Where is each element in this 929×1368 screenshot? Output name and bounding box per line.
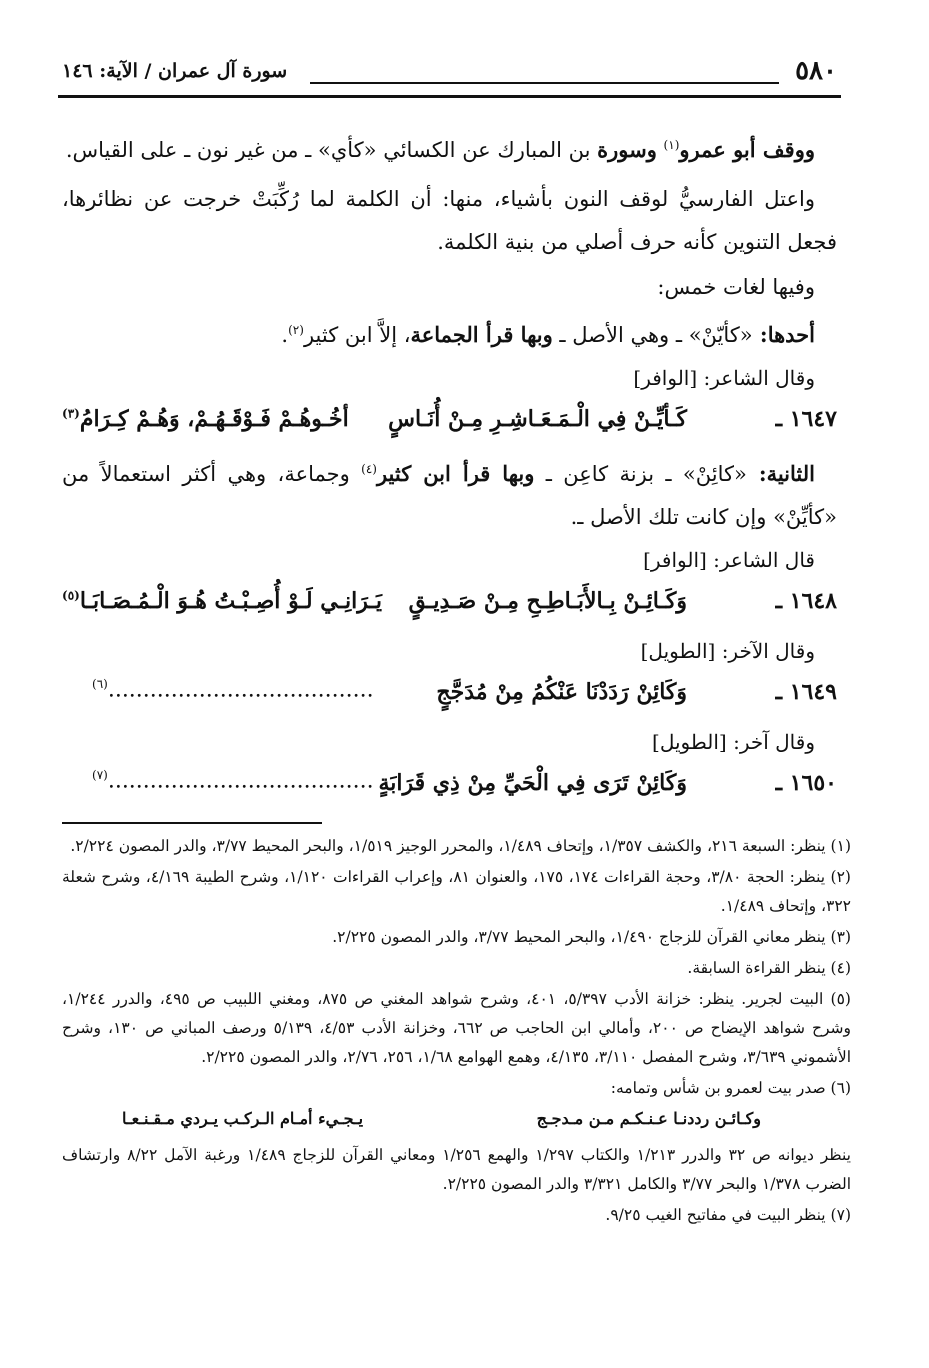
verse-1650 (62, 764, 837, 812)
omitted-hemistich (92, 768, 374, 793)
verse-first-hemistich: وَكَائِنْ تَرَى فِي الْحَيِّ مِنْ ذِي قَرَابَةٍ (378, 770, 687, 796)
footnote-7: (٧) ينظر البيت في مفاتيح الغيب ٩/٢٥. (605, 1206, 851, 1224)
verse-number: ١٦٤٨ ـ (775, 588, 837, 614)
footnote-2: (٢) ينظر: الحجة ٣/٨٠، وحجة القراءات ١٧٤، ١٧٥، والعنوان ٨١، وإعراب القراءات ١/١٢٠، وشرح الطيبة ٤/١٦٩، وشرح شعلة ٣٢٢، وإتحاف ١/٤٨٩. (62, 868, 851, 915)
verse-first-hemistich: وكـائـن رددنـا عـنـكـم مـن مـدجـج (536, 1109, 761, 1128)
footnote-6: (٦) صدر بيت لعمرو بن شأس وتمامه: (610, 1079, 851, 1097)
verse-second-hemistich (62, 406, 349, 432)
footnotes (62, 832, 851, 1232)
verse-first-hemistich: وَكَائِنْ رَدَدْنَا عَنْكُمُ مِنْ مُدَجَّجٍ (436, 679, 687, 705)
verse-second-hemistich: يـجـيء أمـام الـركـب يـردي مـقـنـعـا (122, 1109, 364, 1128)
meter-label: وقال آخر: [الطويل] (652, 730, 815, 754)
running-title: سورة آل عمران / الآية: ١٤٦ (62, 60, 288, 82)
header-fill-line (310, 82, 779, 84)
footnote-1: (١) ينظر: السبعة ٢١٦، والكشف ١/٣٥٧، وإتحاف ١/٤٨٩، والمحرر الوجيز ١/٥١٩، والبحر المحيط ٣/٧٧، والدر المصون ٢/٢٢٤. (70, 837, 851, 855)
reader-name: وسورة (597, 137, 657, 162)
footnote-ref: (٢) (288, 323, 304, 337)
variant-label: الثانية: (746, 461, 815, 486)
footnote-3: (٣) ينظر معاني القرآن للزجاج ١/٤٩٠، والبحر المحيط ٣/٧٧، والدر المصون ٢/٢٢٥. (332, 928, 851, 946)
text: ووقف (755, 137, 815, 162)
footnote-ref: (٧) (92, 768, 108, 782)
paragraph-lughat: وفيها لغات خمس: (657, 275, 815, 299)
variant-label: أحدها: (752, 322, 815, 347)
footnote-ref: (١) (663, 138, 680, 152)
footnote-4: (٤) ينظر القراءة السابقة. (687, 959, 851, 977)
paragraph-first-variant (62, 309, 837, 357)
text (657, 138, 664, 162)
text: بن المبارك عن الكسائي «كأي» ـ من غير نون ـ على القياس. (65, 138, 598, 162)
meter-label: وقال الشاعر: [الوافر] (633, 366, 815, 390)
footnote-6-verse (62, 1103, 851, 1141)
verse-number: ١٦٥٠ ـ (775, 770, 837, 796)
book-page (62, 0, 851, 1368)
text: وجماعة، وهي أكثر استعمالاً من «كأيِّنْ» وإن كانت تلك الأصل ـ. (62, 462, 837, 529)
verse-number: ١٦٤٧ ـ (775, 406, 837, 432)
text: أخُـوهُـمْ فَـوْقَـهُـمْ، وَهُـمْ كِـرَامُ (79, 406, 349, 432)
omitted-hemistich (92, 677, 374, 702)
header-rule (58, 95, 841, 98)
text: يَـرَانِـي لَـوْ أُصِـبْـتُ هُـوَ الْـمُـصَـابَـا (79, 588, 382, 614)
footnote-5: (٥) البيت لجرير. ينظر: خزانة الأدب ٥/٣٩٧، ٤٠١، وشرح شواهد المغني ص ٨٧٥، ومغني اللبيب ص ٤٩٥، والدرر ١/٢٤٤، وشرح شواهد الإيضاح ص ٢٠٠، وأمالي ابن الحاجب ص ٦٦٢، وخزانة الأدب ٤/٥٣، ٥/١٣٩ ورصف المباني ص ١٣٠، وشرح الأشموني ٣/٦٣٩، وشرح المفصل ٣/١١٠، ٤/١٣٥، وهمع الهوامع ١/٦٨، ٢٥٦، ٢/٧٦، والدر المصون ٢/٢٢٥. (62, 990, 851, 1066)
text: ، إلاَّ ابن كثير (303, 323, 411, 347)
footnote-ref: (٤) (361, 462, 377, 476)
footnote-separator (62, 822, 322, 824)
meter-label: وقال الآخر: [الطويل] (640, 639, 815, 663)
verse-second-hemistich (62, 588, 382, 614)
verse-first-hemistich: وَكَـائِـنْ بِـالأَبَـاطِـحِ مِـنْ صَـدِيـقٍ (408, 588, 687, 614)
text: وبها قرأ الجماعة (410, 322, 553, 347)
page-header (62, 56, 837, 96)
text: وبها قرأ ابن كثير (376, 461, 535, 486)
text: . (281, 323, 289, 347)
main-text (62, 124, 837, 812)
verse-1648 (62, 582, 837, 630)
paragraph-abu-amr (62, 124, 837, 172)
text: «كائِنْ» ـ بزنة كاعِن ـ (534, 462, 747, 486)
text: «كأيّنْ» ـ وهي الأصل ـ (552, 323, 753, 347)
meter-label: قال الشاعر: [الوافر] (643, 548, 815, 572)
verse-number: ١٦٤٩ ـ (775, 679, 837, 705)
reader-name: أبو عمرو (679, 137, 756, 162)
paragraph-second-variant (62, 448, 837, 539)
text: ...................................... (107, 677, 374, 703)
paragraph-farisi: واعتل الفارسيُّ لوقف النون بأشياء، منها: أن الكلمة لما رُكِّبَتْ خرجت عن نظائرها، فجعل التنوين كأنه حرف أصلي من بنية الكلمة. (62, 187, 837, 254)
verse-1649 (62, 673, 837, 721)
footnote-6-references: ينظر ديوانه ص ٣٢ والدرر ١/٢١٣ والكتاب ١/٢٩٧ والهمع ١/٢٥٦ ومعاني القرآن للزجاج ١/٤٨٩ ورغبة الآمل ٨/٢٢ وارتشاف الضرب ١/٣٧٨ والبحر ٣/٧٧ والكامل ٣/٣٢١ والدر المصون ٢/٢٢٥. (62, 1146, 851, 1193)
footnote-ref: (٥) (62, 588, 80, 603)
footnote-ref: (٣) (62, 406, 80, 421)
page-number: ٥٨٠ (795, 56, 837, 86)
verse-1647 (62, 400, 837, 448)
text: ...................................... (107, 768, 374, 794)
footnote-ref: (٦) (92, 677, 108, 691)
verse-first-hemistich: كَـأيِّـنْ فِي الْـمَـعَـاشِـرِ مِـنْ أُنَـاسٍ (388, 406, 687, 432)
